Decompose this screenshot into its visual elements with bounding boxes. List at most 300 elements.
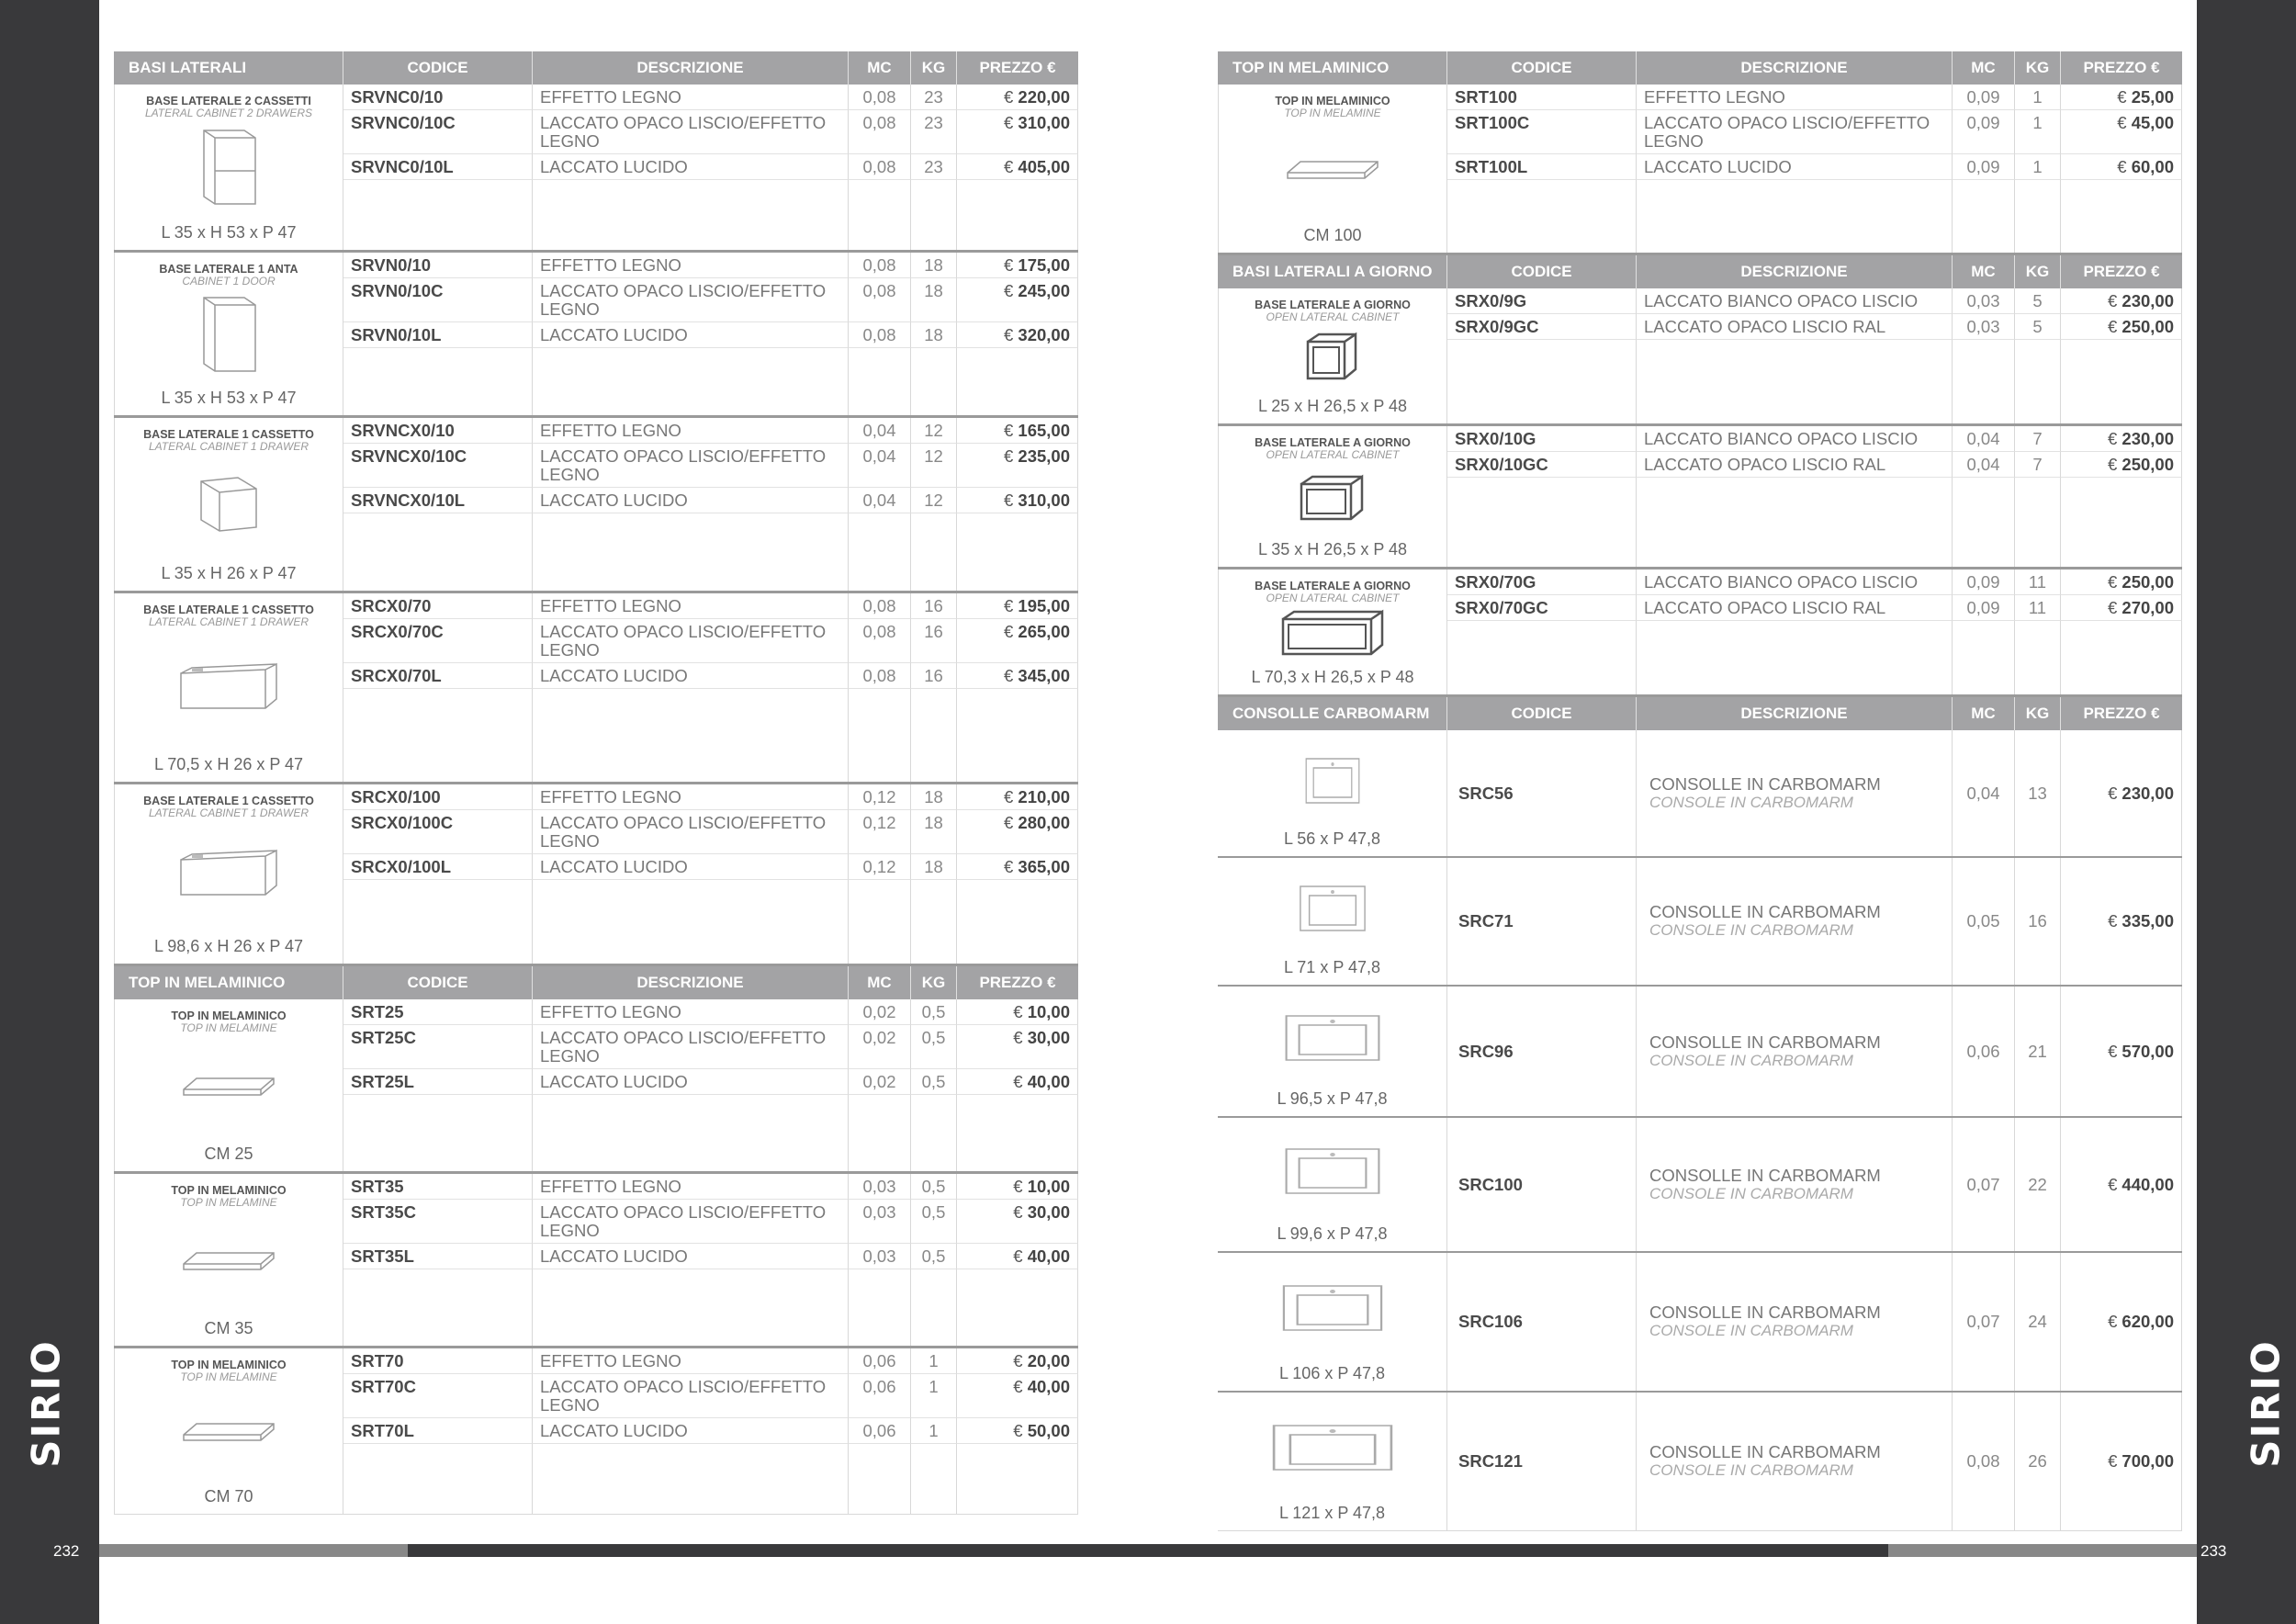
empty-cell	[957, 348, 1078, 415]
product-description: LACCATO OPACO LISCIO/EFFETTO LEGNO	[533, 278, 849, 322]
empty-cell	[1447, 621, 1637, 694]
product-kg: 1	[911, 1348, 957, 1374]
product-code: SRC106	[1447, 1253, 1637, 1391]
product-description: EFFETTO LEGNO	[533, 253, 849, 278]
product-code: SRVN0/10	[343, 253, 533, 278]
product-description: LACCATO LUCIDO	[533, 854, 849, 880]
product-mc: 0,09	[1953, 595, 2015, 621]
price-value: 25,00	[2131, 87, 2174, 107]
empty-cell	[2015, 180, 2061, 253]
table-header	[1218, 255, 2182, 288]
table-header	[114, 51, 1078, 85]
product-kg: 24	[2015, 1253, 2061, 1391]
description-en: CONSOLE IN CARBOMARM	[1649, 793, 1853, 811]
price-value: 45,00	[2131, 113, 2174, 132]
product-kg: 16	[911, 593, 957, 619]
wide-drawer-cabinet-icon	[115, 847, 343, 902]
product-image-cell	[1218, 1253, 1447, 1391]
product-description: LACCATO OPACO LISCIO/EFFETTO LEGNO	[533, 810, 849, 854]
product-code: SRT25L	[343, 1069, 533, 1095]
product-mc: 0,03	[1953, 314, 2015, 340]
header-cell: KG	[911, 51, 957, 85]
product-price	[2061, 110, 2182, 154]
empty-cell	[533, 1269, 849, 1346]
product-price	[957, 663, 1078, 689]
product-dimensions: L 99,6 x P 47,8	[1277, 1224, 1388, 1243]
header-cell: MC	[849, 966, 911, 999]
product-image-cell	[114, 253, 343, 415]
product-image-cell	[1218, 987, 1447, 1116]
product-price	[2061, 288, 2182, 314]
product-code: SRVNC0/10C	[343, 110, 533, 154]
product-description: LACCATO LUCIDO	[1637, 154, 1953, 180]
product-price	[2061, 1253, 2182, 1391]
product-description: EFFETTO LEGNO	[533, 999, 849, 1025]
product-title: BASE LATERALE 1 ANTA	[159, 263, 298, 276]
product-code: SRVN0/10C	[343, 278, 533, 322]
sink-icon	[1218, 1422, 1446, 1473]
product-title-en: CABINET 1 DOOR	[182, 275, 276, 288]
description-en: CONSOLE IN CARBOMARM	[1649, 1184, 1853, 1202]
product-code: SRCX0/70	[343, 593, 533, 619]
product-price	[2061, 595, 2182, 621]
product-code: SRVNCX0/10L	[343, 488, 533, 513]
currency-symbol: €	[2107, 429, 2118, 448]
product-mc: 0,03	[1953, 288, 2015, 314]
empty-cell	[957, 513, 1078, 591]
product-image-cell	[1218, 426, 1447, 567]
product-code: SRT70C	[343, 1374, 533, 1418]
empty-cell	[343, 1444, 533, 1514]
product-price	[2061, 85, 2182, 110]
top-panel-icon	[115, 1069, 343, 1102]
product-price	[957, 85, 1078, 110]
currency-symbol: €	[1003, 255, 1014, 275]
product-image-cell	[1218, 730, 1447, 856]
product-kg: 21	[2015, 987, 2061, 1116]
product-image-cell	[1218, 570, 1447, 694]
product-dimensions: L 25 x H 26,5 x P 48	[1257, 397, 1408, 415]
currency-symbol: €	[2107, 317, 2118, 336]
product-title: BASE LATERALE 2 CASSETTI	[146, 95, 311, 107]
empty-cell	[2015, 478, 2061, 567]
empty-cell	[849, 880, 911, 964]
product-title: TOP IN MELAMINICO	[171, 1009, 287, 1022]
product-price	[957, 1174, 1078, 1200]
product-dimensions: L 35 x H 26 x P 47	[161, 564, 297, 582]
consolle-row	[1218, 1118, 2182, 1253]
price-value: 250,00	[2122, 572, 2174, 592]
product-description: LACCATO BIANCO OPACO LISCIO	[1637, 426, 1953, 452]
header-cell: DESCRIZIONE	[533, 51, 849, 85]
header-cell: PREZZO €	[979, 974, 1056, 991]
header-cell: CODICE	[1447, 697, 1637, 730]
price-value: 40,00	[1027, 1072, 1070, 1091]
empty-cell	[2015, 621, 2061, 694]
open-box-icon	[1219, 471, 1446, 523]
product-price	[2061, 987, 2182, 1116]
product-group	[114, 85, 1078, 253]
product-rows	[1447, 570, 2182, 694]
empty-cell	[1447, 180, 1637, 253]
product-image-cell	[1218, 858, 1447, 985]
product-description: LACCATO BIANCO OPACO LISCIO	[1637, 570, 1953, 595]
wide-drawer-cabinet-icon	[115, 660, 343, 716]
brand-label-left: SIRIO	[23, 1339, 69, 1468]
currency-symbol: €	[2108, 1174, 2118, 1194]
product-code: SRVNC0/10	[343, 85, 533, 110]
product-price	[957, 1025, 1078, 1069]
product-description: LACCATO OPACO LISCIO/EFFETTO LEGNO	[533, 619, 849, 663]
product-code: SRT35L	[343, 1244, 533, 1269]
currency-symbol: €	[1003, 281, 1014, 300]
product-dimensions: L 70,3 x H 26,5 x P 48	[1251, 668, 1414, 686]
empty-cell	[343, 689, 533, 782]
left-sidebar	[0, 0, 99, 1624]
empty-cell	[533, 1444, 849, 1514]
product-rows	[343, 253, 1078, 415]
header-cell: KG	[2015, 51, 2061, 85]
product-rows	[343, 1174, 1078, 1346]
empty-cell	[343, 1269, 533, 1346]
product-code: SRT25C	[343, 1025, 533, 1069]
product-dimensions: L 35 x H 26,5 x P 48	[1257, 540, 1408, 558]
empty-cell	[533, 880, 849, 964]
cabinet-1-drawer-icon	[115, 472, 343, 536]
empty-cell	[533, 689, 849, 782]
product-kg: 5	[2015, 288, 2061, 314]
product-dimensions: CM 25	[204, 1145, 253, 1163]
product-rows	[343, 85, 1078, 250]
product-image-cell	[114, 418, 343, 591]
empty-cell	[533, 348, 849, 415]
table-header	[114, 966, 1078, 999]
product-title: TOP IN MELAMINICO	[171, 1359, 287, 1371]
price-value: 10,00	[1027, 1002, 1070, 1021]
price-value: 440,00	[2122, 1174, 2174, 1194]
empty-cell	[957, 689, 1078, 782]
price-value: 265,00	[1018, 622, 1070, 641]
empty-cell	[911, 880, 957, 964]
left-page-tables	[114, 51, 1078, 1515]
product-kg: 18	[911, 784, 957, 810]
empty-cell	[343, 880, 533, 964]
product-kg: 18	[911, 854, 957, 880]
currency-symbol: €	[1003, 325, 1014, 344]
product-mc: 0,08	[849, 619, 911, 663]
currency-symbol: €	[1003, 596, 1014, 615]
empty-cell	[343, 513, 533, 591]
header-cell: PREZZO €	[979, 59, 1056, 76]
product-description: LACCATO OPACO LISCIO/EFFETTO LEGNO	[533, 1025, 849, 1069]
product-image-cell	[1218, 85, 1447, 253]
empty-cell	[849, 513, 911, 591]
description-en: CONSOLE IN CARBOMARM	[1649, 1051, 1853, 1069]
product-description: LACCATO BIANCO OPACO LISCIO	[1637, 288, 1953, 314]
product-kg: 16	[911, 663, 957, 689]
product-kg: 0,5	[911, 1244, 957, 1269]
product-image-cell	[114, 593, 343, 782]
product-mc: 0,04	[1953, 426, 2015, 452]
product-description	[1637, 987, 1953, 1116]
sink-icon	[1218, 1282, 1446, 1334]
price-value: 195,00	[1018, 596, 1070, 615]
product-kg: 0,5	[911, 1174, 957, 1200]
product-price	[957, 444, 1078, 488]
product-image-cell	[1218, 1118, 1447, 1251]
product-code: SRVNCX0/10	[343, 418, 533, 444]
product-kg: 7	[2015, 452, 2061, 478]
empty-cell	[1637, 621, 1953, 694]
consolle-row	[1218, 730, 2182, 858]
product-price	[957, 593, 1078, 619]
description-it: CONSOLLE IN CARBOMARM	[1649, 1442, 1881, 1461]
product-dimensions: L 96,5 x P 47,8	[1277, 1089, 1388, 1108]
product-dimensions: L 56 x P 47,8	[1283, 829, 1381, 848]
product-group	[1218, 570, 2182, 697]
product-mc: 0,09	[1953, 110, 2015, 154]
product-title: BASE LATERALE A GIORNO	[1255, 299, 1411, 311]
product-mc: 0,04	[849, 444, 911, 488]
product-title-en: TOP IN MELAMINE	[180, 1021, 277, 1034]
product-description: LACCATO LUCIDO	[533, 663, 849, 689]
product-title-en: TOP IN MELAMINE	[180, 1370, 277, 1383]
product-price	[2061, 1393, 2182, 1530]
currency-symbol: €	[1003, 157, 1014, 176]
product-group	[114, 1348, 1078, 1515]
product-code: SRT100L	[1447, 154, 1637, 180]
empty-cell	[957, 1269, 1078, 1346]
price-value: 270,00	[2122, 598, 2174, 617]
product-kg: 23	[911, 110, 957, 154]
product-rows	[1447, 288, 2182, 423]
price-value: 10,00	[1027, 1177, 1070, 1196]
price-value: 165,00	[1018, 421, 1070, 440]
product-code: SRX0/9GC	[1447, 314, 1637, 340]
header-cell: BASI LATERALI A GIORNO	[1218, 255, 1447, 288]
product-image-cell	[1218, 288, 1447, 423]
product-dimensions: L 70,5 x H 26 x P 47	[153, 755, 304, 773]
product-code: SRT70	[343, 1348, 533, 1374]
product-price	[957, 1418, 1078, 1444]
product-kg: 0,5	[911, 1025, 957, 1069]
product-description: LACCATO LUCIDO	[533, 1244, 849, 1269]
product-dimensions: L 106 x P 47,8	[1278, 1364, 1386, 1382]
header-cell: KG	[2015, 255, 2061, 288]
product-mc: 0,12	[849, 854, 911, 880]
consolle-row	[1218, 1253, 2182, 1393]
top-panel-icon	[1219, 152, 1446, 186]
product-mc: 0,08	[849, 85, 911, 110]
currency-symbol: €	[1013, 1351, 1023, 1370]
product-kg: 12	[911, 444, 957, 488]
price-value: 175,00	[1018, 255, 1070, 275]
product-image-cell	[114, 784, 343, 964]
product-description: EFFETTO LEGNO	[533, 85, 849, 110]
product-price	[2061, 1118, 2182, 1251]
empty-cell	[957, 180, 1078, 250]
empty-cell	[1637, 180, 1953, 253]
product-mc: 0,08	[849, 322, 911, 348]
price-value: 570,00	[2122, 1041, 2174, 1061]
product-price	[957, 322, 1078, 348]
price-value: 345,00	[1018, 666, 1070, 685]
product-mc: 0,04	[1953, 452, 2015, 478]
product-kg: 13	[2015, 730, 2061, 856]
product-mc: 0,03	[849, 1200, 911, 1244]
product-description: LACCATO LUCIDO	[533, 322, 849, 348]
product-dimensions: L 98,6 x H 26 x P 47	[153, 937, 304, 955]
product-code: SRX0/10G	[1447, 426, 1637, 452]
product-mc: 0,09	[1953, 570, 2015, 595]
product-description: EFFETTO LEGNO	[533, 418, 849, 444]
product-kg: 22	[2015, 1118, 2061, 1251]
right-sidebar	[2197, 0, 2296, 1624]
consolle-row	[1218, 987, 2182, 1118]
header-cell: CODICE	[343, 966, 533, 999]
empty-cell	[2015, 340, 2061, 423]
header-cell: DESCRIZIONE	[1637, 51, 1953, 85]
product-title-en: LATERAL CABINET 1 DRAWER	[148, 806, 310, 819]
price-value: 50,00	[1027, 1421, 1070, 1440]
empty-cell	[1637, 478, 1953, 567]
product-price	[957, 1200, 1078, 1244]
empty-cell	[911, 513, 957, 591]
currency-symbol: €	[2107, 598, 2118, 617]
sink-icon	[1218, 755, 1446, 806]
price-value: 280,00	[1018, 813, 1070, 832]
currency-symbol: €	[1013, 1072, 1023, 1091]
product-mc: 0,06	[849, 1374, 911, 1418]
product-kg: 0,5	[911, 1069, 957, 1095]
empty-cell	[2061, 478, 2182, 567]
empty-cell	[2061, 180, 2182, 253]
price-value: 230,00	[2122, 291, 2174, 310]
currency-symbol: €	[2108, 1041, 2118, 1061]
product-price	[957, 810, 1078, 854]
product-description	[1637, 1118, 1953, 1251]
description-it: CONSOLLE IN CARBOMARM	[1649, 1303, 1881, 1322]
header-cell: TOP IN MELAMINICO	[114, 966, 343, 999]
header-cell: DESCRIZIONE	[533, 966, 849, 999]
product-code: SRX0/70GC	[1447, 595, 1637, 621]
currency-symbol: €	[1003, 113, 1014, 132]
empty-cell	[911, 180, 957, 250]
product-image-cell	[114, 85, 343, 250]
currency-symbol: €	[1003, 421, 1014, 440]
product-dimensions: L 71 x P 47,8	[1283, 958, 1381, 976]
product-code: SRT70L	[343, 1418, 533, 1444]
price-value: 40,00	[1027, 1377, 1070, 1396]
product-price	[2061, 314, 2182, 340]
currency-symbol: €	[2107, 291, 2118, 310]
product-code: SRC96	[1447, 987, 1637, 1116]
empty-cell	[1447, 340, 1637, 423]
header-cell: DESCRIZIONE	[1637, 255, 1953, 288]
product-description	[1637, 1253, 1953, 1391]
product-kg: 11	[2015, 570, 2061, 595]
product-description: LACCATO OPACO LISCIO RAL	[1637, 314, 1953, 340]
product-description: LACCATO LUCIDO	[533, 488, 849, 513]
product-dimensions: CM 35	[204, 1319, 253, 1337]
price-value: 230,00	[2122, 783, 2174, 803]
description-it: CONSOLLE IN CARBOMARM	[1649, 1165, 1881, 1185]
currency-symbol: €	[1003, 813, 1014, 832]
product-price	[957, 619, 1078, 663]
product-description: LACCATO LUCIDO	[533, 1069, 849, 1095]
product-dimensions: L 35 x H 53 x P 47	[161, 223, 297, 242]
product-mc: 0,02	[849, 999, 911, 1025]
product-kg: 16	[911, 619, 957, 663]
product-description	[1637, 858, 1953, 985]
product-title-en: OPEN LATERAL CABINET	[1266, 448, 1400, 461]
empty-cell	[911, 348, 957, 415]
product-mc: 0,06	[849, 1348, 911, 1374]
product-kg: 1	[2015, 110, 2061, 154]
currency-symbol: €	[2108, 1451, 2118, 1471]
product-kg: 18	[911, 253, 957, 278]
empty-cell	[2061, 621, 2182, 694]
product-image-cell	[114, 1174, 343, 1346]
open-cube-icon	[1219, 329, 1446, 384]
description-en: CONSOLE IN CARBOMARM	[1649, 921, 1853, 939]
open-wide-box-icon	[1219, 606, 1446, 658]
product-description: LACCATO OPACO LISCIO RAL	[1637, 595, 1953, 621]
product-kg: 7	[2015, 426, 2061, 452]
product-mc: 0,02	[849, 1025, 911, 1069]
price-value: 40,00	[1027, 1246, 1070, 1266]
header-cell: MC	[1953, 51, 2015, 85]
product-price	[957, 110, 1078, 154]
product-description: EFFETTO LEGNO	[533, 784, 849, 810]
product-title-en: LATERAL CABINET 1 DRAWER	[148, 615, 310, 628]
product-description: EFFETTO LEGNO	[533, 1174, 849, 1200]
currency-symbol: €	[2117, 157, 2127, 176]
product-title: TOP IN MELAMINICO	[171, 1184, 287, 1197]
product-mc: 0,08	[849, 154, 911, 180]
product-mc: 0,08	[1953, 1393, 2015, 1530]
product-mc: 0,08	[849, 110, 911, 154]
currency-symbol: €	[1003, 87, 1014, 107]
product-code: SRCX0/100	[343, 784, 533, 810]
product-rows	[1447, 426, 2182, 567]
brand-label-right: SIRIO	[2243, 1339, 2289, 1468]
product-kg: 18	[911, 322, 957, 348]
product-rows	[343, 418, 1078, 591]
product-title-en: OPEN LATERAL CABINET	[1266, 310, 1400, 323]
product-price	[957, 154, 1078, 180]
product-price	[957, 1348, 1078, 1374]
product-title-en: TOP IN MELAMINE	[1284, 107, 1381, 119]
empty-cell	[849, 180, 911, 250]
top-panel-icon	[115, 1415, 343, 1448]
product-code: SRVNC0/10L	[343, 154, 533, 180]
currency-symbol: €	[1003, 857, 1014, 876]
product-code: SRX0/10GC	[1447, 452, 1637, 478]
empty-cell	[911, 689, 957, 782]
header-cell: BASI LATERALI	[114, 51, 343, 85]
product-rows	[343, 1348, 1078, 1514]
product-mc: 0,07	[1953, 1253, 2015, 1391]
page-number-left: 232	[53, 1542, 80, 1560]
product-title-en: OPEN LATERAL CABINET	[1266, 592, 1400, 604]
price-value: 250,00	[2122, 455, 2174, 474]
product-code: SRT100C	[1447, 110, 1637, 154]
product-kg: 1	[2015, 154, 2061, 180]
product-code: SRCX0/70L	[343, 663, 533, 689]
price-value: 20,00	[1027, 1351, 1070, 1370]
product-group	[114, 418, 1078, 593]
